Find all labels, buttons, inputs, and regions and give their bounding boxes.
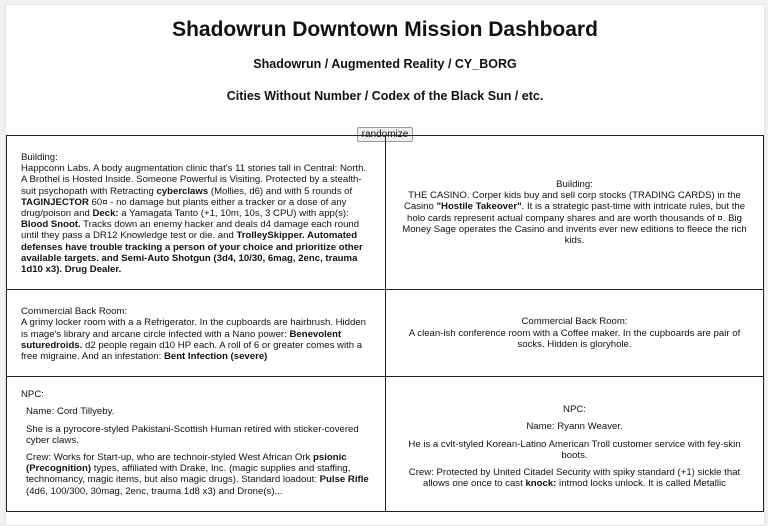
randomize-button[interactable]: randomize [357, 127, 414, 142]
backroom-description: A grimy locker room with a a Refrigerator. In the cupboards are hairbrush. Hidden is mage's library and arcane circle infected with a Nano power: Benevolent suturedroids. d2 people regain d10 HP each. A roll of 6 or greater comes with a free migraine. And an infestation: Bent Infection (severe) [21, 317, 367, 363]
building-description: Happconn Labs. A body augmentation clinic that's 11 stories tall in Central: North. A Brothel is Hosted Inside. Someone Powerful is Visiting. Protected by a stealth-suit psychopath with Retracting cyberclaws (Mollies, d6) and with 5 rounds of TAGINJECTOR 60¤ - no damage but plants either a tracker or a dose of any drug/poison and Deck: a Yamagata Tanto (+1, 10m, 10s, 3 CPU) with app(s): Blood Snoot. Tracks down an enemy hacker and deals d4 damage each round until they pass a DR12 Knowledge test or die. and TrolleySkipper. Automated defenses have trouble tracking a person of your choice and prioritize other available targets. and Semi-Auto Shotgun (3d4, 10/30, 6mag, 2enc, trauma 1d10 x3). Drug Dealer. [21, 163, 367, 276]
cell-npc-right [386, 377, 764, 512]
cell-backroom-right [386, 290, 764, 377]
page-title: Shadowrun Downtown Mission Dashboard [172, 18, 598, 41]
npc-crew: Crew: Protected by United Citadel Security with spiky standard (+1) sickle that allows one once to cast knock: intmod locks unlock. It is called Metallic [408, 467, 741, 490]
cell-npc-left [7, 377, 386, 512]
cell-backroom-left [7, 290, 386, 377]
npc-description: She is a pyrocore-styled Pakistani-Scottish Human retired with sticker-covered cyber claws. [26, 423, 359, 446]
cell-label: Building: [21, 152, 58, 163]
cell-label: NPC: [563, 404, 586, 416]
cell-label: Commercial Back Room: [21, 306, 128, 318]
cell-building-right [386, 136, 764, 290]
subtitle-systems: Shadowrun / Augmented Reality / CY_BORG [253, 57, 517, 71]
cell-label: Commercial Back Room: [521, 316, 628, 328]
backroom-description: A clean-ish conference room with a Coffee maker. In the cupboards are pair of socks. Hidden is gloryhole. [408, 327, 741, 350]
header [6, 5, 764, 144]
subtitle-other-systems: Cities Without Number / Codex of the Black Sun / etc. [226, 89, 544, 103]
dashboard-page [5, 4, 765, 526]
npc-description: He is a cvlt-styled Korean-Latino American Troll customer service with fey-skin boots. [408, 438, 741, 461]
cell-label: NPC: [21, 389, 44, 401]
building-description: THE CASINO. Corper kids buy and sell corp stocks (TRADING CARDS) in the Casino "Hostile Takeover". It is a strategic past-time with intricate rules, but the holo cards represent actual company shares and are worth thousands of ¤. Big Money Sage operates the Casino and invents ever new editions to fleece the rich kids. [402, 190, 747, 247]
npc-name: Name: Cord Tillyeby. [26, 406, 115, 418]
cell-label: Building: [556, 179, 593, 190]
cell-building-left [7, 136, 386, 290]
npc-name: Name: Ryann Weaver. [526, 421, 623, 433]
mission-grid [6, 135, 764, 512]
npc-crew: Crew: Works for Start-up, who are technoir-styled West African Ork psionic (Precognition) types, affiliated with Drake, Inc. (magic supplies and staffing, technomancy, magic items, but also magic drugs). Standard loadout: Pulse Rifle (4d6, 100/300, 30mag, 2enc, trauma 1d8 x3) and Drone(s)... [26, 452, 369, 497]
